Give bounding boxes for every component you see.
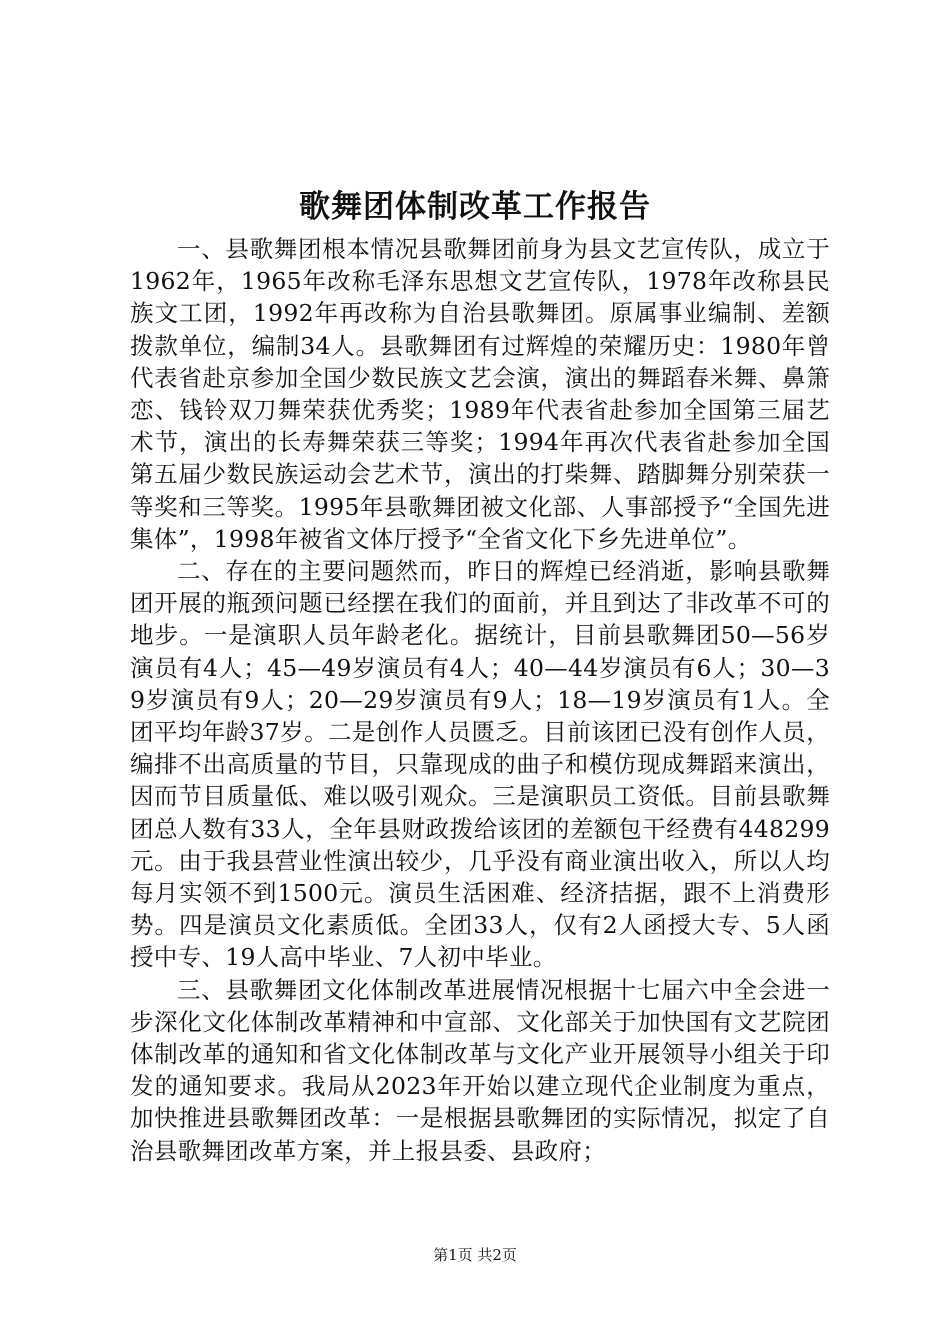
page-footer: 第1页 共2页 [433,1246,517,1264]
paragraph-main-problems: 二、存在的主要问题然而，昨日的辉煌已经消逝，影响县歌舞团开展的瓶颈问题已经摆在我们的面前，并且到达了非改革不可的地步。一是演职人员年龄老化。据统计，目前县歌舞团50—56岁演员有4人；45—49岁演员有4人；40—44岁演员有6人；30—39岁演员有9人；20—29岁演员有9人；18—19岁演员有1人。全团平均年龄37岁。二是创作人员匮乏。目前该团已没有创作人员，编排不出高质量的节目，只靠现成的曲子和模仿现成舞蹈来演出，因而节目质量低、难以吸引观众。三是演职员工资低。目前县歌舞团总人数有33人，全年县财政拨给该团的差额包干经费有448299元。由于我县营业性演出较少，几乎没有商业演出收入，所以人均每月实领不到1500元。演员生活困难、经济拮据，跟不上消费形势。四是演员文化素质低。全团33人，仅有2人函授大专、5人函授中专、19人高中毕业、7人初中毕业。 [130,557,830,972]
document-title: 歌舞团体制改革工作报告 [299,189,651,225]
paragraph-basic-situation: 一、县歌舞团根本情况县歌舞团前身为县文艺宣传队，成立于1962年，1965年改称毛泽东思想文艺宣传队，1978年改称县民族文工团，1992年再改称为自治县歌舞团。原属事业编制、差额拨款单位，编制34人。县歌舞团有过辉煌的荣耀历史：1980年曾代表省赴京参加全国少数民族文艺会演，演出的舞蹈春米舞、鼻箫恋、钱铃双刀舞荣获优秀奖；1989年代表省赴参加全国第三届艺术节，演出的长寿舞荣获三等奖；1994年再次代表省赴参加全国第五届少数民族运动会艺术节，演出的打柴舞、踏脚舞分别荣获一等奖和三等奖。1995年县歌舞团被文化部、人事部授予“全国先进集体”，1998年被省文体厅授予“全省文化下乡先进单位”。 [130,235,830,553]
document-body [130,233,830,1167]
paragraph-reform-progress: 三、县歌舞团文化体制改革进展情况根据十七届六中全会进一步深化文化体制改革精神和中宣部、文化部关于加快国有文艺院团体制改革的通知和省文化体制改革与文化产业开展领导小组关于印发的通知要求。我局从2023年开始以建立现代企业制度为重点，加快推进县歌舞团改革：一是根据县歌舞团的实际情况，拟定了自治县歌舞团改革方案，并上报县委、县政府； [130,975,830,1165]
